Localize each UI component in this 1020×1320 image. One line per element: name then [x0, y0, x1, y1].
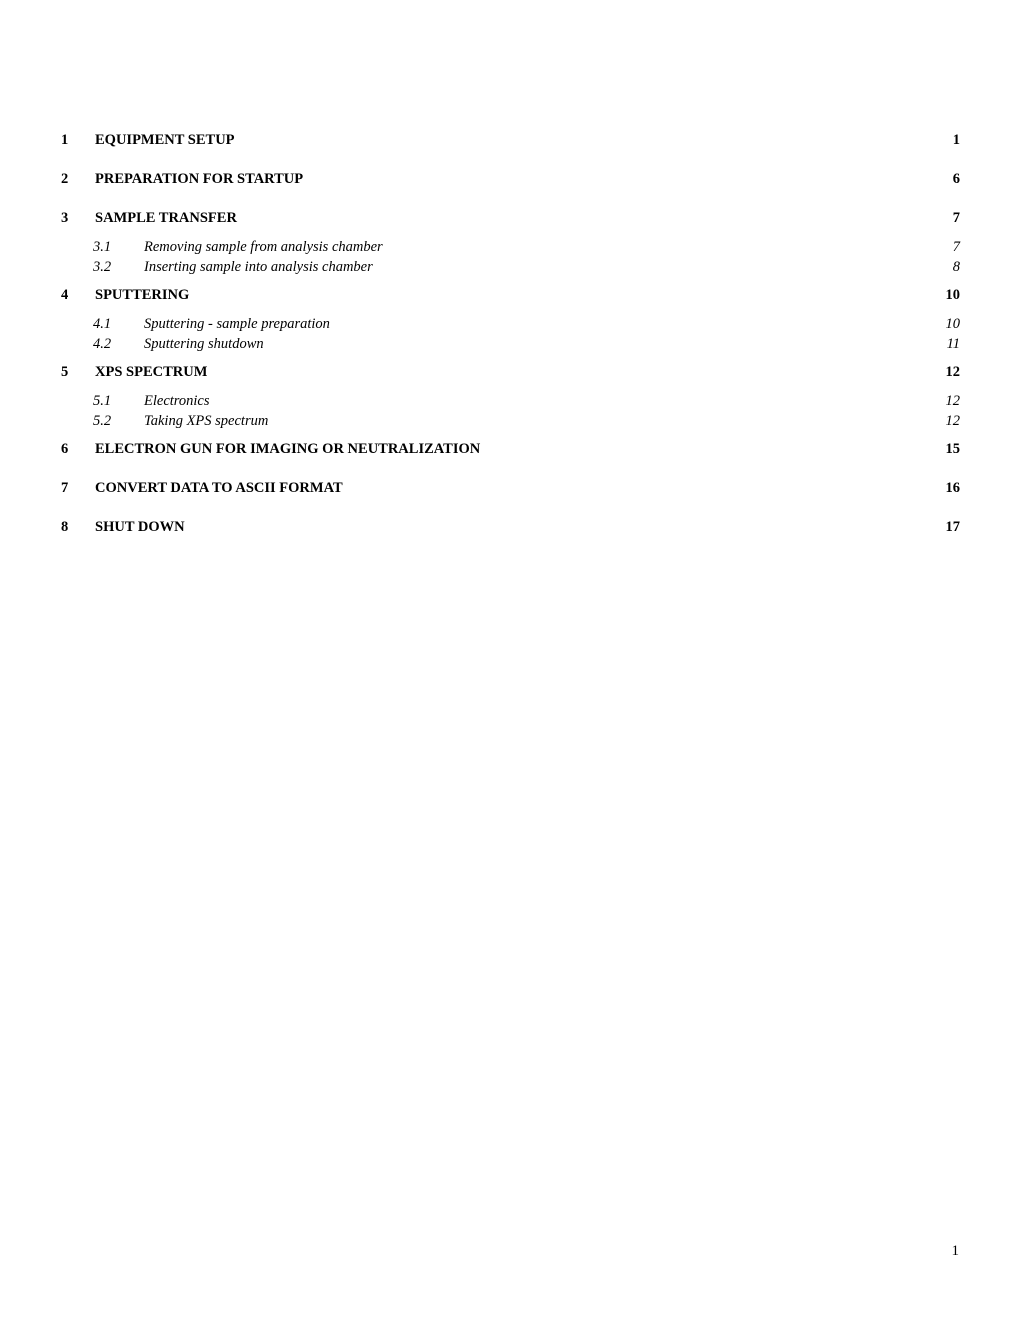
toc-entry-page: 7 [952, 239, 960, 255]
toc-entry-page: 12 [945, 393, 960, 409]
toc-entry-number: 5 [61, 364, 69, 380]
dot-leader [331, 327, 945, 328]
dot-leader [238, 221, 952, 222]
dot-leader [236, 143, 952, 144]
toc-entry-title: Taking XPS spectrum [144, 412, 269, 429]
dot-leader [190, 298, 944, 299]
toc-entry-number: 1 [61, 132, 69, 148]
toc-entry-title: PREPARATION FOR STARTUP [95, 171, 304, 187]
toc-entry-page: 15 [945, 441, 960, 457]
toc-entry-5-2[interactable] [60, 412, 960, 432]
toc-entry-number: 7 [61, 480, 69, 496]
toc-entry-page: 6 [952, 171, 960, 187]
dot-leader [265, 347, 946, 348]
toc-entry-number: 3.2 [93, 258, 112, 275]
toc-entry-title: SHUT DOWN [95, 519, 185, 535]
dot-leader [384, 250, 952, 251]
toc-entry-page: 17 [945, 519, 960, 535]
toc-entry-page: 8 [952, 258, 960, 275]
toc-entry-page: 7 [952, 210, 960, 226]
toc-entry-number: 5.2 [93, 412, 112, 429]
toc-entry-page: 11 [946, 335, 960, 352]
toc-entry-8[interactable] [60, 518, 960, 537]
toc-entry-number: 4 [61, 287, 69, 303]
dot-leader [374, 270, 952, 271]
toc-entry-title: ELECTRON GUN FOR IMAGING OR NEUTRALIZATION [95, 441, 481, 457]
toc-entry-3-2[interactable] [60, 258, 960, 278]
toc-entry-number: 8 [61, 519, 69, 535]
toc-entry-5[interactable] [60, 363, 960, 382]
dot-leader [186, 530, 945, 531]
toc-entry-page: 10 [945, 287, 960, 303]
toc-entry-title: Sputtering shutdown [144, 335, 264, 352]
toc-entry-number: 4.1 [93, 316, 112, 332]
toc-entry-title: XPS SPECTRUM [95, 364, 208, 380]
toc-entry-title: SAMPLE TRANSFER [95, 210, 237, 226]
table-of-contents [60, 131, 960, 537]
toc-entry-number: 6 [61, 441, 69, 457]
toc-entry-number: 5.1 [93, 393, 112, 409]
toc-entry-title: EQUIPMENT SETUP [95, 132, 235, 148]
toc-entry-title: Electronics [144, 393, 210, 409]
dot-leader [211, 404, 945, 405]
toc-entry-3-1[interactable] [60, 238, 960, 258]
toc-entry-page: 16 [945, 480, 960, 496]
toc-entry-page: 1 [952, 132, 960, 148]
toc-entry-1[interactable] [60, 131, 960, 150]
toc-entry-2[interactable] [60, 170, 960, 189]
dot-leader [208, 375, 944, 376]
toc-entry-4[interactable] [60, 286, 960, 305]
toc-entry-page: 12 [945, 412, 960, 429]
toc-entry-6[interactable] [60, 440, 960, 459]
dot-leader [344, 491, 945, 492]
toc-entry-title: CONVERT DATA TO ASCII FORMAT [95, 480, 343, 496]
toc-entry-title: SPUTTERING [95, 287, 190, 303]
toc-entry-page: 12 [945, 364, 960, 380]
toc-entry-number: 2 [61, 171, 69, 187]
toc-entry-title: Removing sample from analysis chamber [144, 239, 383, 255]
toc-entry-number: 3.1 [93, 239, 112, 255]
toc-entry-page: 10 [945, 316, 960, 332]
page-number: 1 [951, 1243, 959, 1259]
toc-entry-number: 3 [61, 210, 69, 226]
toc-entry-4-2[interactable] [60, 335, 960, 355]
dot-leader [481, 452, 944, 453]
toc-entry-number: 4.2 [93, 335, 112, 352]
toc-entry-5-1[interactable] [60, 392, 960, 412]
dot-leader [269, 424, 944, 425]
toc-entry-title: Sputtering - sample preparation [144, 316, 330, 332]
toc-entry-title: Inserting sample into analysis chamber [144, 258, 373, 275]
toc-entry-4-1[interactable] [60, 315, 960, 335]
dot-leader [304, 182, 952, 183]
toc-entry-7[interactable] [60, 479, 960, 498]
toc-entry-3[interactable] [60, 209, 960, 228]
